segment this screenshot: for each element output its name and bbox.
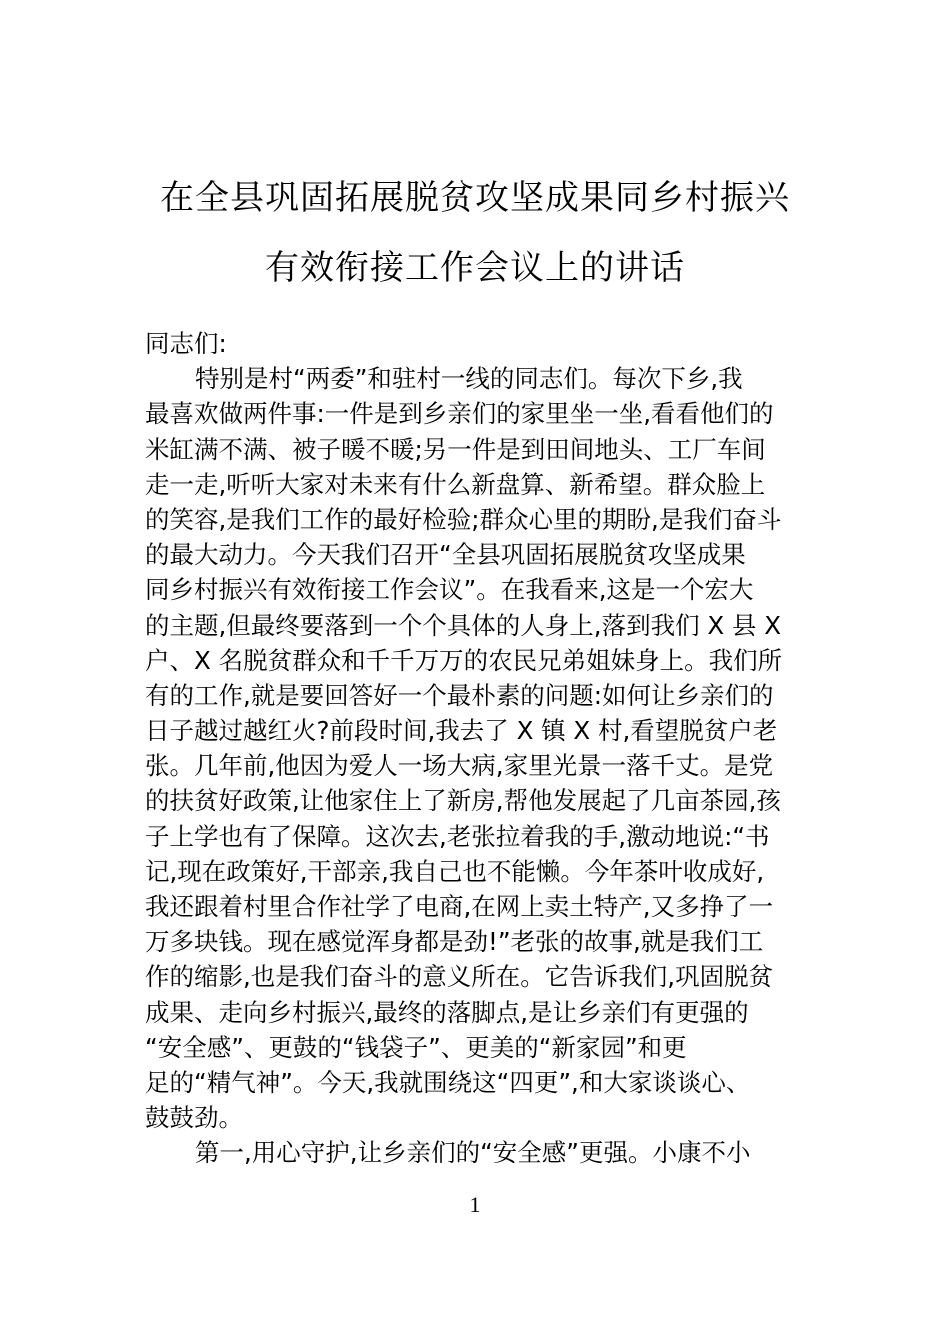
paragraph-line: 米缸满不满、被子暖不暖;另一件是到田间地头、工厂车间: [145, 434, 766, 464]
paragraph-line: 的最大动力。今天我们召开“全县巩固拓展脱贫攻坚成果: [145, 540, 746, 570]
title-line-2: 有效衔接工作会议上的讲话: [265, 248, 685, 288]
paragraph-line: 作的缩影,也是我们奋斗的意义所在。它告诉我们,巩固脱贫: [145, 962, 774, 992]
paragraph-line: 特别是村“两委”和驻村一线的同志们。每次下乡,我: [195, 364, 743, 394]
paragraph-line: 张。几年前,他因为爱人一场大病,家里光景一落千丈。是党: [145, 751, 774, 781]
title-line-1: 在全县巩固拓展脱贫攻坚成果同乡村振兴: [160, 178, 790, 218]
salutation: 同志们:: [145, 329, 227, 358]
paragraph-line: 我还跟着村里合作社学了电商,在网上卖土特产,又多挣了一: [145, 892, 774, 921]
paragraph-line: 户、X 名脱贫群众和千千万万的农民兄弟姐妹身上。我们所: [145, 645, 783, 675]
paragraph-line: 记,现在政策好,干部亲,我自己也不能懒。今年茶叶收成好,: [145, 856, 765, 886]
paragraph-line: 同乡村振兴有效衔接工作会议”。在我看来,这是一个宏大: [145, 575, 754, 605]
paragraph-line: 第一,用心守护,让乡亲们的“安全感”更强。小康不小: [195, 1138, 751, 1168]
paragraph-line: 子上学也有了保障。这次去,老张拉着我的手,激动地说:“书: [145, 821, 770, 851]
speech-body: [145, 326, 815, 1171]
paragraph-line: 有的工作,就是要回答好一个最朴素的问题:如何让乡亲们的: [145, 680, 774, 710]
paragraph-line: 鼓鼓劲。: [145, 1103, 243, 1133]
paragraph-line: “安全感”、更鼓的“钱袋子”、更美的“新家园”和更: [145, 1032, 687, 1062]
paragraph-line: 的扶贫好政策,让他家住上了新房,帮他发展起了几亩茶园,孩: [145, 786, 781, 816]
paragraph-line: 最喜欢做两件事:一件是到乡亲们的家里坐一坐,看看他们的: [145, 399, 774, 429]
paragraph-line: 日子越过越红火?前段时间,我去了 X 镇 X 村,看望脱贫户老: [145, 716, 778, 746]
paragraph-line: 的主题,但最终要落到一个个具体的人身上,落到我们 X 县 X: [145, 610, 782, 640]
paragraph-line: 成果、走向乡村振兴,最终的落脚点,是让乡亲们有更强的: [145, 997, 749, 1027]
paragraph-line: 走一走,听听大家对未来有什么新盘算、新希望。群众脸上: [145, 469, 766, 499]
page-number: 1: [469, 1192, 481, 1217]
paragraph-line: 的笑容,是我们工作的最好检验;群众心里的期盼,是我们奋斗: [145, 504, 782, 534]
paragraph-line: 足的“精气神”。今天,我就围绕这“四更”,和大家谈谈心、: [145, 1067, 751, 1097]
paragraph-line: 万多块钱。现在感觉浑身都是劲!”老张的故事,就是我们工: [145, 927, 764, 957]
